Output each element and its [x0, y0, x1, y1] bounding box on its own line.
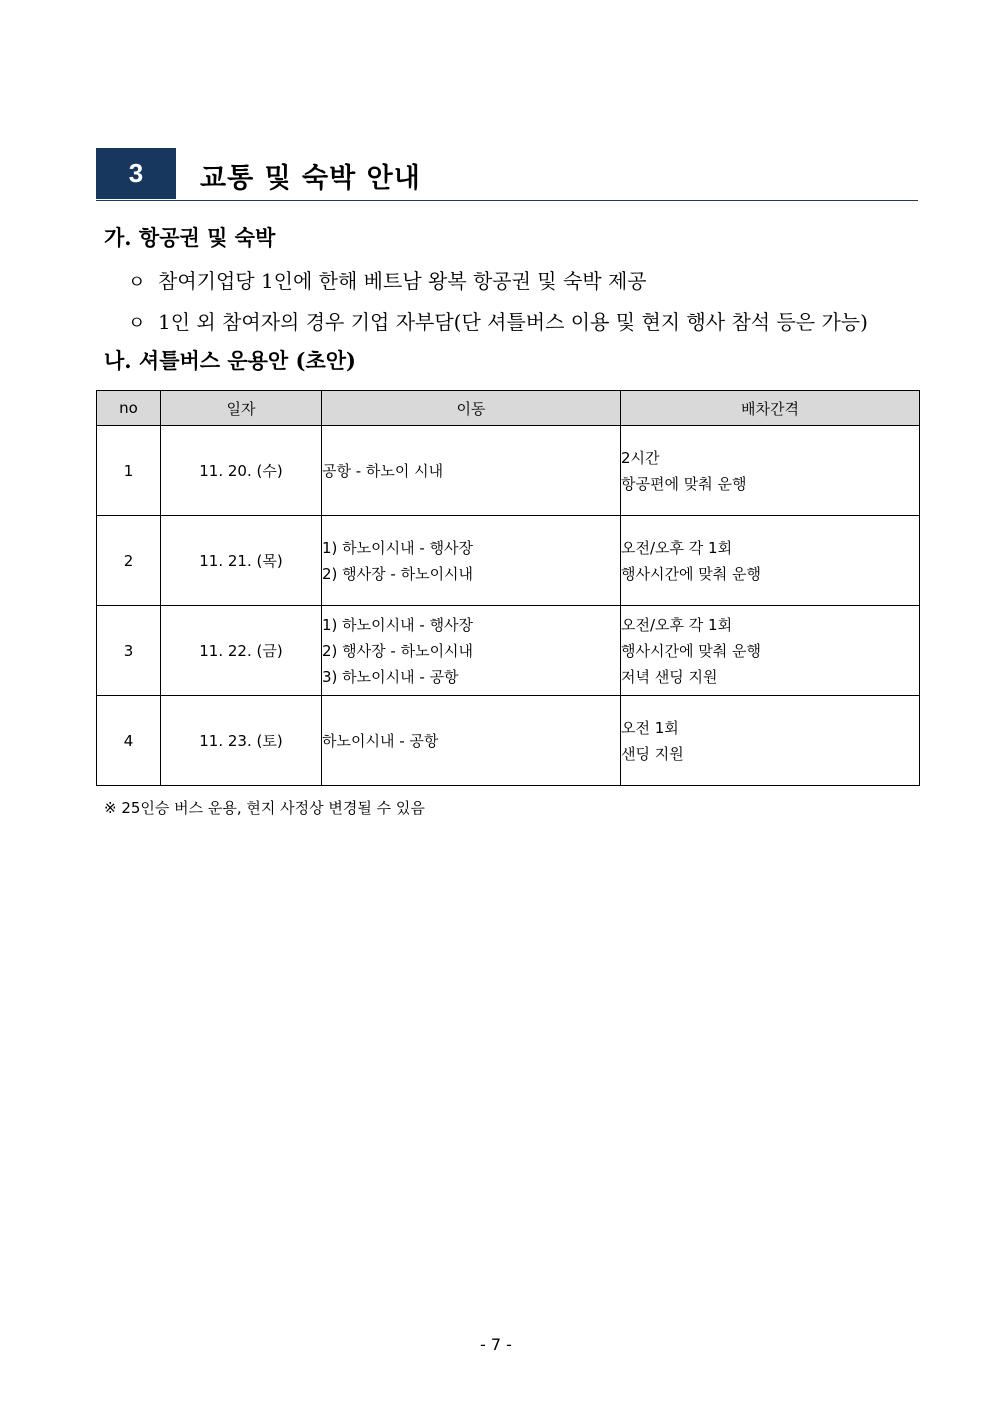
route-line: 2) 행사장 - 하노이시내	[322, 564, 474, 583]
section-title: 교통 및 숙박 안내	[200, 163, 421, 194]
interval-line: 오전/오후 각 1회	[621, 615, 733, 634]
shuttle-schedule-table	[96, 390, 920, 786]
subheading-shuttle-plan: 나. 셔틀버스 운용안 (초안)	[104, 348, 356, 373]
bullet-text: 참여기업당 1인에 한해 베트남 왕복 항공권 및 숙박 제공	[158, 269, 647, 293]
table-row	[97, 696, 920, 786]
subheading-airfare-lodging: 가. 항공권 및 숙박	[104, 225, 276, 250]
bullet-text: 1인 외 참여자의 경우 기업 자부담(단 셔틀버스 이용 및 현지 행사 참석 등은 가능)	[158, 310, 868, 334]
table-row	[97, 426, 920, 516]
route-line: 1) 하노이시내 - 행사장	[322, 615, 474, 634]
bullet-mark: ㅇ	[128, 313, 146, 334]
interval-line: 행사시간에 맞춰 운행	[621, 641, 761, 660]
header-route: 이동	[322, 391, 621, 426]
cell-date: 11. 22. (금)	[161, 606, 322, 696]
interval-line: 오전/오후 각 1회	[621, 538, 733, 557]
section-header	[96, 148, 918, 201]
interval-line: 항공편에 맞춰 운행	[621, 474, 747, 493]
cell-date: 11. 20. (수)	[161, 426, 322, 516]
cell-date: 11. 23. (토)	[161, 696, 322, 786]
footnote: ※ 25인승 버스 운용, 현지 사정상 변경될 수 있음	[104, 799, 425, 817]
bullet-item	[128, 306, 868, 335]
section-number: 3	[96, 148, 176, 199]
cell-interval	[621, 606, 920, 696]
cell-interval	[621, 696, 920, 786]
table-row	[97, 606, 920, 696]
route-line: 3) 하노이시내 - 공항	[322, 667, 459, 686]
cell-route	[322, 696, 621, 786]
cell-route	[322, 606, 621, 696]
route-line: 공항 - 하노이 시내	[322, 461, 444, 480]
route-line: 하노이시내 - 공항	[322, 731, 439, 750]
page-number: - 7 -	[480, 1335, 512, 1354]
interval-line: 2시간	[621, 448, 660, 467]
cell-no: 4	[97, 696, 161, 786]
header-interval: 배차간격	[621, 391, 920, 426]
cell-no: 2	[97, 516, 161, 606]
interval-line: 오전 1회	[621, 718, 679, 737]
bullet-mark: ㅇ	[128, 272, 146, 293]
bullet-item	[128, 265, 647, 294]
interval-line: 저녁 샌딩 지원	[621, 667, 718, 686]
route-line: 2) 행사장 - 하노이시내	[322, 641, 474, 660]
cell-date: 11. 21. (목)	[161, 516, 322, 606]
route-line: 1) 하노이시내 - 행사장	[322, 538, 474, 557]
cell-route	[322, 426, 621, 516]
interval-line: 행사시간에 맞춰 운행	[621, 564, 761, 583]
header-no: no	[97, 391, 161, 426]
cell-route	[322, 516, 621, 606]
table-row	[97, 516, 920, 606]
header-date: 일자	[161, 391, 322, 426]
cell-no: 3	[97, 606, 161, 696]
cell-interval	[621, 426, 920, 516]
table-header-row	[97, 391, 920, 426]
interval-line: 샌딩 지원	[621, 744, 684, 763]
cell-interval	[621, 516, 920, 606]
cell-no: 1	[97, 426, 161, 516]
